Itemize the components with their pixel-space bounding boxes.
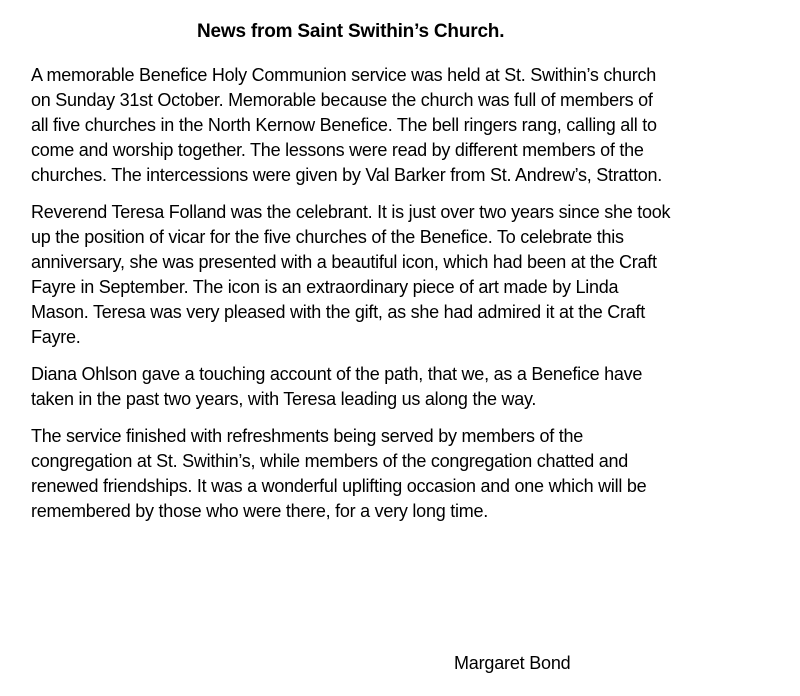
paragraph xyxy=(31,200,783,350)
text-line: up the position of vicar for the five churches of the Benefice. To celebrate this xyxy=(31,227,624,247)
text-line: Mason. Teresa was very pleased with the gift, as she had admired it at the Craft xyxy=(31,302,645,322)
text-line: Diana Ohlson gave a touching account of the path, that we, as a Benefice have xyxy=(31,364,643,384)
text-line: A memorable Benefice Holy Communion service was held at St. Swithin’s church xyxy=(31,65,656,85)
document-title: News from Saint Swithin’s Church. xyxy=(197,21,505,42)
text-line: The service finished with refreshments being served by members of the xyxy=(31,426,584,446)
text-line: taken in the past two years, with Teresa leading us along the way. xyxy=(31,389,537,409)
text-line: come and worship together. The lessons were read by different members of the xyxy=(31,140,644,160)
author-signature: Margaret Bond xyxy=(454,653,571,673)
text-line: all five churches in the North Kernow Benefice. The bell ringers rang, calling all to xyxy=(31,115,657,135)
text-line: congregation at St. Swithin’s, while members of the congregation chatted and xyxy=(31,451,629,471)
text-line: renewed friendships. It was a wonderful uplifting occasion and one which will be xyxy=(31,476,647,496)
text-line: Fayre in September. The icon is an extraordinary piece of art made by Linda xyxy=(31,277,619,297)
text-line: Fayre. xyxy=(31,327,81,347)
text-line: Reverend Teresa Folland was the celebrant. It is just over two years since she took xyxy=(31,202,671,222)
paragraph xyxy=(31,362,783,412)
text-line: anniversary, she was presented with a beautiful icon, which had been at the Craft xyxy=(31,252,657,272)
article-body xyxy=(31,63,783,536)
text-line: on Sunday 31st October. Memorable because the church was full of members of xyxy=(31,90,653,110)
text-line: remembered by those who were there, for a very long time. xyxy=(31,501,488,521)
paragraph xyxy=(31,63,783,188)
text-line: churches. The intercessions were given by Val Barker from St. Andrew’s, Stratton. xyxy=(31,165,663,185)
paragraph xyxy=(31,424,783,524)
